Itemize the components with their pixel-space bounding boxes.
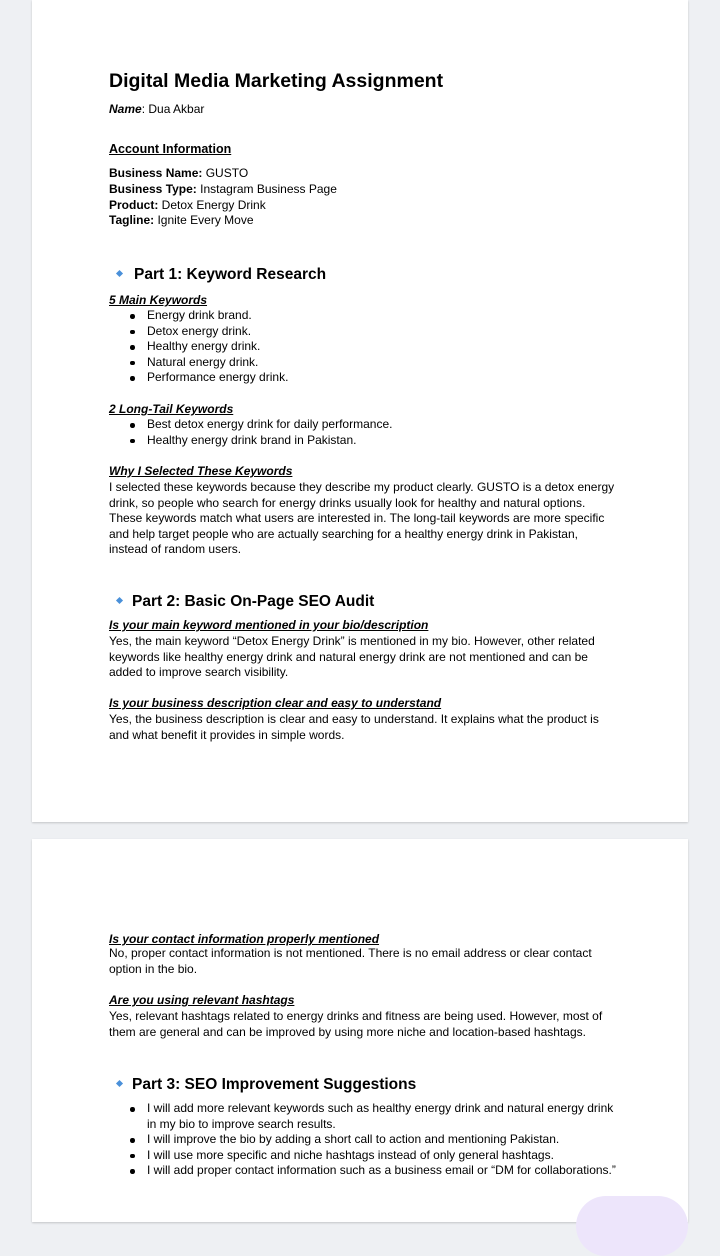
tagline-label: Tagline:	[109, 213, 155, 227]
bullet-icon	[130, 314, 135, 319]
q1-heading: Is your main keyword mentioned in your bio/description	[109, 618, 429, 632]
list-item: Healthy energy drink.	[109, 339, 288, 355]
q3-heading: Is your contact information properly mentioned	[109, 932, 380, 946]
q3-answer: No, proper contact information is not mentioned. There is no email address or clear contact option in the bio.	[109, 946, 592, 976]
list-item: Healthy energy drink brand in Pakistan.	[109, 433, 392, 449]
bullet-icon	[130, 1154, 135, 1159]
business-name-label: Business Name:	[109, 166, 203, 180]
q2-heading: Is your business description clear and easy to understand	[109, 696, 442, 710]
business-type-value: Instagram Business Page	[196, 182, 337, 196]
q2-answer: Yes, the business description is clear and easy to understand. It explains what the product is and what benefit it provides in simple words.	[109, 712, 599, 742]
main-keywords-list	[109, 308, 288, 386]
main-keywords-heading: 5 Main Keywords	[109, 293, 208, 307]
tagline-line	[109, 213, 254, 229]
bullet-icon	[130, 423, 135, 428]
list-item: Detox energy drink.	[109, 324, 288, 340]
list-item: I will add proper contact information such as a business email or “DM for collaborations.”	[109, 1163, 616, 1179]
list-item: I will add more relevant keywords such as healthy energy drink and natural energy drink in my bio to improve search results.	[109, 1101, 616, 1132]
part2-heading: Part 2: Basic On-Page SEO Audit	[132, 593, 375, 610]
bullet-icon	[130, 1169, 135, 1174]
bullet-icon	[130, 439, 135, 444]
longtail-keywords-list	[109, 417, 392, 448]
tagline-value: Ignite Every Move	[154, 213, 254, 227]
q1-answer: Yes, the main keyword “Detox Energy Drink” is mentioned in my bio. However, other related keywords like healthy energy drink and natural energy drink are not mentioned and can be added to improve search visibility.	[109, 634, 595, 679]
bullet-icon	[130, 376, 135, 381]
diamond-bullet-icon	[116, 1080, 123, 1087]
business-type-line	[109, 182, 337, 198]
bullet-icon	[130, 330, 135, 335]
business-type-label: Business Type:	[109, 182, 197, 196]
list-item: I will improve the bio by adding a short call to action and mentioning Pakistan.	[109, 1132, 616, 1148]
why-paragraph: I selected these keywords because they describe my product clearly. GUSTO is a detox energy drink, so people who search for energy drinks usually look for healthy and natural options. These keywords match what users are interested in. The long-tail keywords are more specific and help target people who are actually searching for a healthy energy drink in Pakistan, instead of random users.	[109, 480, 615, 556]
q4-heading: Are you using relevant hashtags	[109, 993, 295, 1007]
name-value: : Dua Akbar	[141, 102, 205, 116]
list-item: Performance energy drink.	[109, 370, 288, 386]
product-line	[109, 198, 266, 214]
bullet-icon	[130, 1107, 135, 1112]
list-item: Energy drink brand.	[109, 308, 288, 324]
suggestions-list	[109, 1101, 616, 1179]
name-line	[109, 102, 204, 118]
floating-action-button[interactable]	[576, 1196, 688, 1256]
list-item: I will use more specific and niche hashtags instead of only general hashtags.	[109, 1148, 616, 1164]
bullet-icon	[130, 361, 135, 366]
product-value: Detox Energy Drink	[158, 198, 266, 212]
document-title: Digital Media Marketing Assignment	[109, 70, 444, 92]
list-item: Natural energy drink.	[109, 355, 288, 371]
q4-answer: Yes, relevant hashtags related to energy drinks and fitness are being used. However, most of them are general and can be improved by using more niche and location-based hashtags.	[109, 1009, 603, 1039]
document-page-1	[32, 0, 688, 822]
list-item: Best detox energy drink for daily performance.	[109, 417, 392, 433]
part3-heading: Part 3: SEO Improvement Suggestions	[132, 1076, 417, 1093]
account-info-heading: Account Information	[109, 142, 232, 156]
document-page-2	[32, 839, 688, 1222]
bullet-icon	[130, 345, 135, 350]
name-label: Name	[109, 102, 142, 116]
business-name-line	[109, 166, 248, 182]
longtail-keywords-heading: 2 Long-Tail Keywords	[109, 402, 234, 416]
part1-heading: Part 1: Keyword Research	[134, 266, 327, 283]
business-name-value: GUSTO	[202, 166, 249, 180]
bullet-icon	[130, 1138, 135, 1143]
why-heading: Why I Selected These Keywords	[109, 464, 293, 478]
diamond-bullet-icon	[116, 597, 123, 604]
diamond-bullet-icon	[116, 270, 123, 277]
product-label: Product:	[109, 198, 159, 212]
